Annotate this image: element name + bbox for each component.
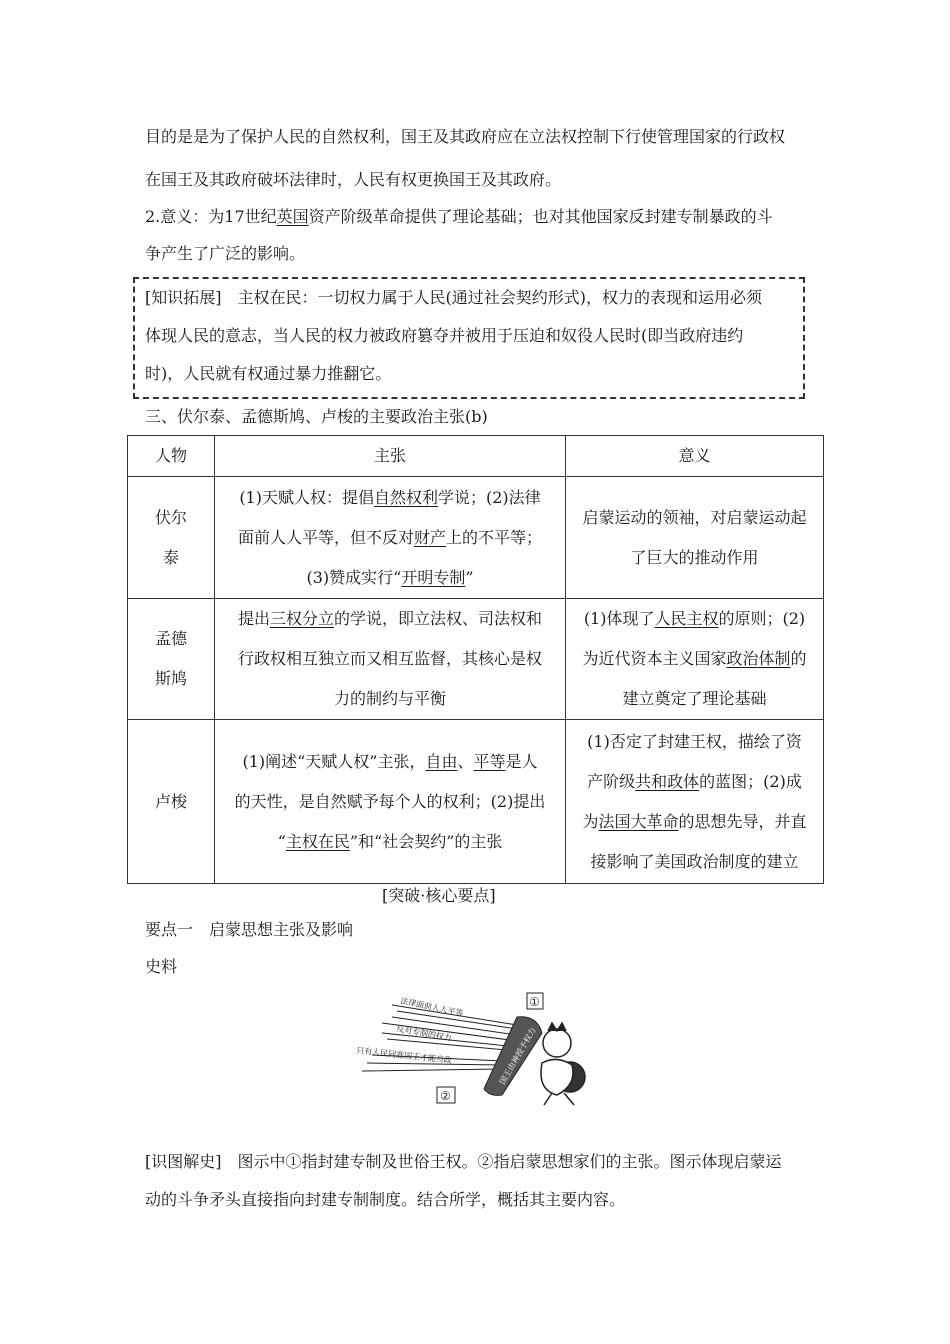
montesquieu-claim-line-3: 力的制约与平衡	[333, 689, 446, 708]
rousseau-claim-cell	[215, 720, 566, 884]
arrow-label-1: 法律面前人人平等	[399, 996, 465, 1019]
montesquieu-claim-line-1	[225, 599, 555, 639]
arrow-label-2: 反对专制的权力	[395, 1024, 453, 1043]
rousseau-claim-c2: ”和“社会契约”的主张	[349, 831, 503, 851]
table-row	[128, 720, 824, 884]
shield-label: 国王由神授予权力	[497, 1026, 538, 1086]
montesquieu-sig-a2: 的原则；(2)	[718, 609, 806, 628]
breakthrough-heading: [突破·核心要点]	[382, 886, 496, 905]
analysis-line-2: 动的斗争矛头直接指向封建专制制度。结合所学，概括其主要内容。	[145, 1190, 626, 1209]
rousseau-sig-line-1: (1)否定了封建王权，描绘了资	[587, 731, 802, 751]
enlightened-despotism-underlined: 开明专制	[401, 567, 466, 587]
knowledge-line-1: [知识拓展] 主权在民：一切权力属于人民(通过社会契约形式)，权力的表现和运用必须	[145, 288, 762, 307]
equality-underlined: 平等	[473, 751, 506, 771]
rousseau-claim-line-1	[225, 742, 555, 782]
montesquieu-name-1: 孟德	[154, 629, 187, 648]
montesquieu-sig-line-3: 建立奠定了理论基础	[622, 689, 767, 708]
voltaire-significance-cell	[566, 477, 824, 599]
rousseau-sig-line-3	[576, 802, 813, 842]
voltaire-sig-1: 启蒙运动的领袖，对启蒙运动起	[582, 507, 807, 527]
rousseau-claim-sep: 、	[457, 751, 474, 771]
voltaire-name-2: 泰	[162, 547, 179, 567]
table-row	[128, 599, 824, 720]
montesquieu-significance-cell	[566, 599, 824, 720]
king-figure	[541, 1023, 585, 1105]
montesquieu-sig-line-1	[576, 599, 813, 639]
intro-line-2: 在国王及其政府破坏法律时，人民有权更换国王及其政府。	[145, 170, 562, 189]
rousseau-significance-cell	[566, 720, 824, 884]
rousseau-claim-line-2: 的天性，是自然赋予每个人的权利；(2)提出	[234, 791, 546, 811]
knowledge-line-2: 体现人民的意志，当人民的权力被政府篡夺并被用于压迫和奴役人民时(即当政府违约	[145, 326, 744, 345]
intro-line-1: 目的是是为了保护人民的自然权利，国王及其政府应在立法权控制下行使管理国家的行政权	[145, 127, 786, 146]
voltaire-claim-c2: ”	[465, 567, 474, 587]
enlightenment-illustration	[352, 985, 602, 1110]
voltaire-sig-2: 了巨大的推动作用	[630, 547, 759, 567]
montesquieu-sig-b: 为近代资本主义国家	[582, 649, 727, 668]
significance-line-2: 争产生了广泛的影响。	[145, 244, 306, 263]
montesquieu-name-2: 斯鸠	[154, 669, 187, 688]
section-3-title: 三、伏尔泰、孟德斯鸠、卢梭的主要政治主张(b)	[145, 407, 488, 426]
montesquieu-claim-a2: 的学说，即立法权、司法权和	[334, 609, 543, 628]
montesquieu-claim-cell	[215, 599, 566, 720]
voltaire-claim-b2: 上的不平等；	[446, 527, 543, 547]
rousseau-sig-line-2	[576, 762, 813, 802]
voltaire-claim-line-2	[225, 518, 555, 558]
republic-underlined: 共和政体	[635, 771, 700, 791]
rousseau-sig-b2: 的蓝图；(2)成	[699, 771, 802, 791]
rousseau-sig-c2: 的思想先导，并直	[678, 811, 807, 831]
arrow-label-3: 只有人民同意国王才能当政	[355, 1046, 453, 1066]
political-system-underlined: 政治体制	[726, 649, 791, 668]
rousseau-claim-a: (1)阐述“天赋人权”主张，	[242, 751, 426, 771]
liberty-underlined: 自由	[425, 751, 458, 771]
montesquieu-name-cell	[128, 599, 215, 720]
voltaire-claim-cell	[215, 477, 566, 599]
rousseau-claim-line-3	[225, 822, 555, 862]
separation-of-powers-underlined: 三权分立	[269, 609, 334, 628]
significance-prefix: 2.意义：为17世纪	[145, 207, 277, 226]
significance-line-1	[145, 207, 773, 227]
rousseau-claim-c: “	[277, 831, 286, 851]
rousseau-name-cell	[128, 720, 215, 884]
montesquieu-sig-line-2	[576, 639, 813, 679]
historical-material-label: 史料	[145, 957, 178, 976]
rousseau-sig-b: 产阶级	[587, 771, 636, 791]
header-claim: 主张	[215, 436, 566, 477]
montesquieu-sig-b2: 的	[790, 649, 807, 668]
property-underlined: 财产	[413, 527, 446, 547]
rousseau-sig-c: 为	[582, 811, 599, 831]
sovereignty-of-people-underlined: 主权在民	[285, 831, 350, 851]
significance-suffix: 资产阶级革命提供了理论基础；也对其他国家反封建专制暴政的斗	[308, 207, 773, 226]
thinkers-table	[127, 435, 824, 884]
table-row	[128, 477, 824, 599]
voltaire-claim-line-1	[225, 478, 555, 518]
voltaire-claim-line-3	[225, 558, 555, 598]
rousseau-name: 卢梭	[154, 791, 187, 811]
montesquieu-sig-a: (1)体现了	[583, 609, 655, 628]
voltaire-claim-b: 面前人人平等，但不反对	[237, 527, 414, 547]
england-underlined: 英国	[276, 207, 309, 226]
voltaire-claim-c: (3)赞成实行“	[306, 567, 402, 587]
knowledge-line-3: 时)，人民就有权通过暴力推翻它。	[145, 364, 392, 383]
voltaire-name-cell	[128, 477, 215, 599]
keypoint-1-heading: 要点一 启蒙思想主张及影响	[145, 920, 354, 939]
montesquieu-claim-line-2: 行政权相互独立而又相互监督，其核心是权	[237, 649, 542, 668]
french-revolution-underlined: 法国大革命	[598, 811, 679, 831]
voltaire-name-1: 伏尔	[154, 507, 187, 527]
natural-rights-underlined: 自然权利	[373, 487, 438, 507]
popular-sovereignty-underlined: 人民主权	[654, 609, 719, 628]
header-person: 人物	[128, 436, 215, 477]
voltaire-claim-a2: 学说；(2)法律	[438, 487, 541, 507]
rousseau-sig-line-4: 接影响了美国政治制度的建立	[590, 851, 799, 871]
table-header-row	[128, 436, 824, 477]
montesquieu-claim-a: 提出	[237, 609, 270, 628]
rousseau-claim-a2: 是人	[505, 751, 538, 771]
analysis-line-1: [识图解史] 图示中①指封建专制及世俗王权。②指启蒙思想家们的主张。图示体现启蒙运	[145, 1152, 782, 1171]
marker-1: ①	[529, 995, 540, 1009]
marker-2: ②	[440, 1089, 451, 1103]
voltaire-claim-a: (1)天赋人权：提倡	[239, 487, 374, 507]
header-significance: 意义	[566, 436, 824, 477]
